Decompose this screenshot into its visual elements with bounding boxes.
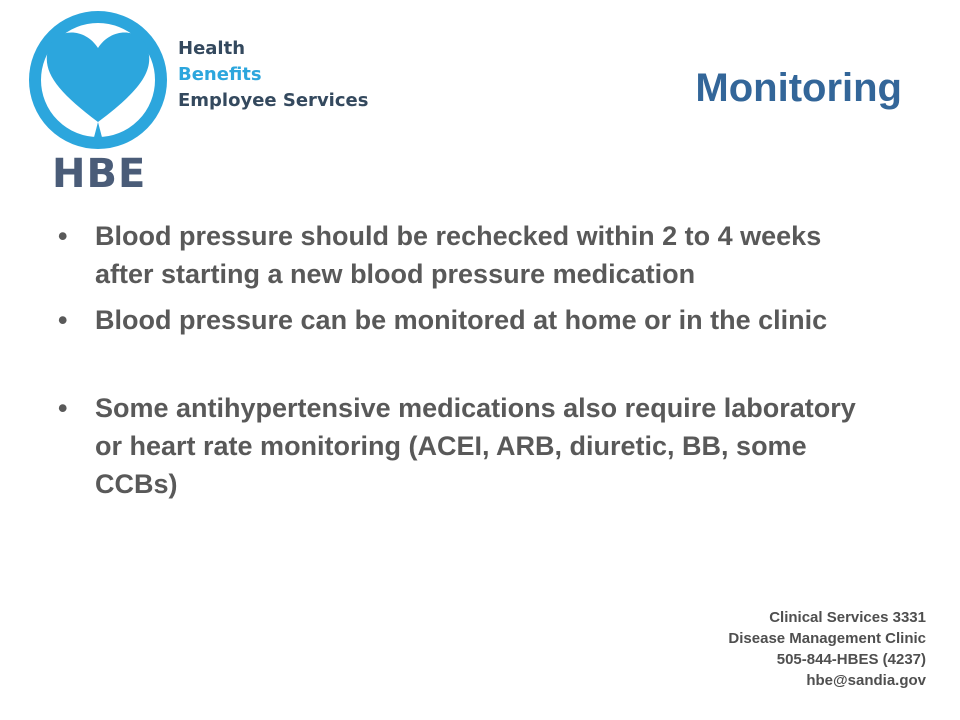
contact-footer bbox=[728, 607, 926, 691]
logo-abbreviation: HBE bbox=[52, 151, 147, 197]
hbe-logo bbox=[28, 10, 368, 195]
bullet-text: Some antihypertensive medications also require laboratory or heart rate monitoring (ACEI, ARB, diuretic, BB, some CCBs) bbox=[95, 393, 856, 499]
bullet-item-recheck bbox=[58, 217, 858, 293]
bullet-item-home-monitoring bbox=[58, 301, 858, 339]
footer-clinical-services: Clinical Services 3331 bbox=[769, 609, 926, 626]
bullet-text: Blood pressure should be rechecked within 2 to 4 weeks after starting a new blood pressure medication bbox=[95, 221, 822, 289]
slide-title: Monitoring bbox=[695, 66, 902, 110]
bullet-text: Blood pressure can be monitored at home or in the clinic bbox=[95, 305, 828, 335]
logo-employee-services-text: Employee Services bbox=[178, 90, 369, 111]
logo-wordmark bbox=[178, 36, 368, 114]
bullet-dot-icon: • bbox=[58, 393, 68, 423]
bullet-item-lab-monitoring bbox=[58, 389, 858, 503]
logo-benefits-text: Benefits bbox=[178, 64, 262, 85]
bullet-dot-icon: • bbox=[58, 305, 68, 335]
footer-phone: 505-844-HBES (4237) bbox=[776, 651, 926, 668]
footer-email: hbe@sandia.gov bbox=[806, 672, 926, 689]
logo-health-text: Health bbox=[178, 38, 246, 59]
bullet-dot-icon: • bbox=[58, 221, 68, 251]
bullet-list bbox=[58, 217, 858, 503]
heart-logo-icon bbox=[28, 10, 168, 150]
footer-clinic-name: Disease Management Clinic bbox=[728, 630, 926, 647]
